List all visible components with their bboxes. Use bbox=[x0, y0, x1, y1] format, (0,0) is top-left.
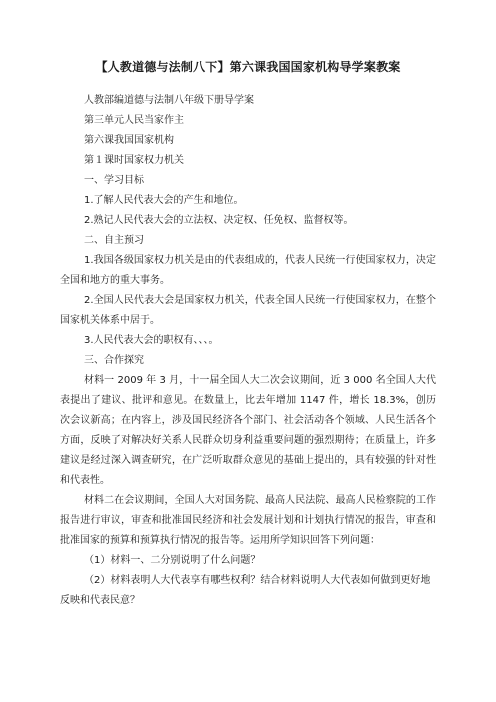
preview-item: 1.我国各级国家权力机关是由的代表组成的，代表人民统一行使国家权力，决定全国和地方的重大事务。 bbox=[60, 255, 436, 286]
header-line-unit: 第三单元人民当家作主 bbox=[84, 115, 184, 126]
header-line-period: 第１课时国家权力机关 bbox=[84, 155, 184, 166]
page-title: 【人教道德与法制八下】第六课我国国家机构导学案教案 bbox=[95, 60, 401, 74]
question-item: （2）材料表明人大代表享有哪些权利？结合材料说明人大代表如何做到更好地反映和代表民意？ bbox=[60, 575, 431, 606]
material-one: 材料一 2009 年 3 月，十一届全国人大二次会议期间，近 3 000 名全国人大代表提出了建议、批评和意见。在数量上，比去年增加 1147 件，增长 18.3%，创历次会议新高；在内容上，涉及国民经济各个部门、社会活动各个领域、人民生活各个方面，反映了对解决好关系人民群众切身利益重要问题的强烈期待；在质量上，许多建议是经过深入调查研究，在广泛听取群众意见的基础上提出的，具有较强的针对性和代表性。 bbox=[60, 375, 436, 486]
header-line-lesson: 第六课我国国家机构 bbox=[84, 135, 174, 146]
preview-item: 2.全国人民代表大会是国家权力机关，代表全国人民统一行使国家权力，在整个国家机关体系中居于。 bbox=[60, 295, 436, 326]
material-two: 材料二在会议期间，全国人大对国务院、最高人民法院、最高人民检察院的工作报告进行审议，审查和批准国民经济和社会发展计划和计划执行情况的报告，审查和批准国家的预算和预算执行情况的报告等。运用所学知识回答下列问题： bbox=[60, 495, 436, 546]
section-heading-explore: 三、合作探究 bbox=[84, 355, 144, 366]
goal-item: 2.熟记人民代表大会的立法权、决定权、任免权、监督权等。 bbox=[84, 215, 354, 226]
section-heading-preview: 二、自主预习 bbox=[84, 235, 144, 246]
header-line-textbook: 人教部编道德与法制八年级下册导学案 bbox=[84, 95, 254, 106]
preview-item: 3.人民代表大会的职权有、、、。 bbox=[84, 335, 219, 346]
section-heading-goals: 一、学习目标 bbox=[84, 175, 144, 186]
question-item: （1）材料一、二分别说明了什么问题？ bbox=[84, 555, 261, 566]
goal-item: 1.了解人民代表大会的产生和地位。 bbox=[84, 195, 244, 206]
